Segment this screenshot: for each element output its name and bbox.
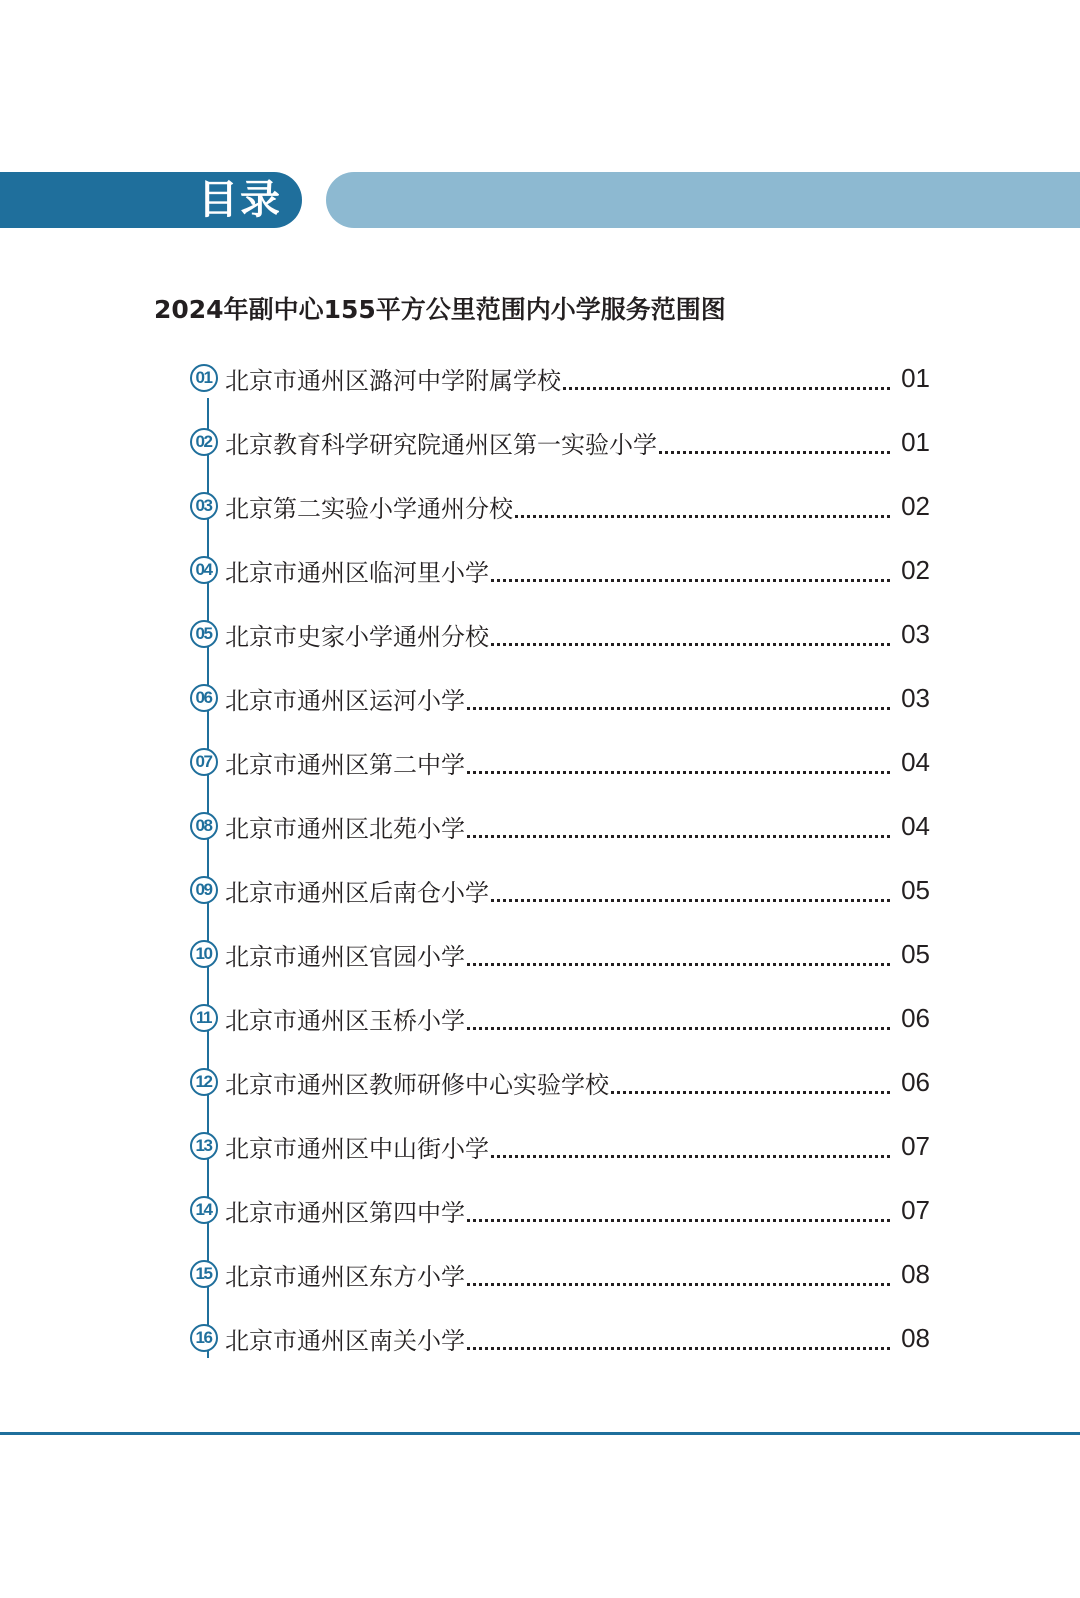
- leader-dots: [491, 875, 890, 902]
- toc-item[interactable]: [190, 1058, 930, 1106]
- toc-item[interactable]: [190, 546, 930, 594]
- toc-item-title: 北京市通州区第四中学: [225, 1198, 465, 1227]
- toc-item-title: 北京市通州区北苑小学: [225, 814, 465, 843]
- toc-item-title: 北京市通州区临河里小学: [225, 558, 489, 587]
- leader-dots: [467, 1003, 890, 1030]
- leader-dots: [491, 1131, 890, 1158]
- toc-item-title: 北京市通州区运河小学: [225, 686, 465, 715]
- toc-item-page: 03: [901, 682, 930, 713]
- toc-item[interactable]: [190, 610, 930, 658]
- leader-dots: [515, 491, 890, 518]
- toc-item-page: 04: [901, 810, 930, 841]
- leader-dots: [563, 363, 890, 390]
- toc-item[interactable]: [190, 482, 930, 530]
- toc-item-page: 03: [901, 618, 930, 649]
- number-badge: 16: [190, 1324, 218, 1352]
- toc-item-page: 02: [901, 490, 930, 521]
- number-badge: 07: [190, 748, 218, 776]
- leader-dots: [491, 555, 890, 582]
- number-badge: 02: [190, 428, 218, 456]
- toc-item-page: 01: [901, 362, 930, 393]
- toc-item-page: 05: [901, 874, 930, 905]
- leader-dots: [467, 1195, 890, 1222]
- toc-item-title: 北京第二实验小学通州分校: [225, 494, 513, 523]
- number-badge: 09: [190, 876, 218, 904]
- toc-item-title: 北京市通州区东方小学: [225, 1262, 465, 1291]
- number-badge: 11: [190, 1004, 218, 1032]
- leader-dots: [467, 811, 890, 838]
- toc-item-page: 04: [901, 746, 930, 777]
- toc-item-page: 08: [901, 1322, 930, 1353]
- toc-item[interactable]: [190, 930, 930, 978]
- toc-item-page: 05: [901, 938, 930, 969]
- leader-dots: [467, 747, 890, 774]
- number-badge: 06: [190, 684, 218, 712]
- number-badge: 13: [190, 1132, 218, 1160]
- toc-item-title: 北京市通州区玉桥小学: [225, 1006, 465, 1035]
- toc-item[interactable]: [190, 1186, 930, 1234]
- number-badge: 12: [190, 1068, 218, 1096]
- number-badge: 01: [190, 364, 218, 392]
- number-badge: 14: [190, 1196, 218, 1224]
- toc-item[interactable]: [190, 1314, 930, 1362]
- toc-item-title: 北京市通州区第二中学: [225, 750, 465, 779]
- toc-item-title: 北京市通州区中山街小学: [225, 1134, 489, 1163]
- toc-item[interactable]: [190, 418, 930, 466]
- toc-item-title: 北京市通州区潞河中学附属学校: [225, 366, 561, 395]
- toc-item-title: 北京市通州区南关小学: [225, 1326, 465, 1355]
- leader-dots: [467, 1259, 890, 1286]
- toc-item-page: 06: [901, 1002, 930, 1033]
- toc-subtitle: 2024年副中心155平方公里范围内小学服务范围图: [154, 295, 726, 324]
- header-bar-right: [326, 172, 1080, 228]
- toc-item[interactable]: [190, 802, 930, 850]
- number-badge: 08: [190, 812, 218, 840]
- number-badge: 15: [190, 1260, 218, 1288]
- toc-item[interactable]: [190, 354, 930, 402]
- toc-item-title: 北京市通州区后南仓小学: [225, 878, 489, 907]
- toc-item-title: 北京教育科学研究院通州区第一实验小学: [225, 430, 657, 459]
- page-title: 目录: [198, 177, 282, 223]
- number-badge: 05: [190, 620, 218, 648]
- toc-item-page: 07: [901, 1194, 930, 1225]
- leader-dots: [467, 683, 890, 710]
- toc-item-page: 07: [901, 1130, 930, 1161]
- footer-rule: [0, 1432, 1080, 1435]
- toc-item[interactable]: [190, 866, 930, 914]
- number-badge: 10: [190, 940, 218, 968]
- leader-dots: [659, 427, 890, 454]
- toc-item-title: 北京市通州区官园小学: [225, 942, 465, 971]
- toc-item[interactable]: [190, 1122, 930, 1170]
- toc-item-page: 08: [901, 1258, 930, 1289]
- toc-item[interactable]: [190, 738, 930, 786]
- number-badge: 04: [190, 556, 218, 584]
- toc-item-page: 06: [901, 1066, 930, 1097]
- toc-item[interactable]: [190, 1250, 930, 1298]
- toc-item-page: 02: [901, 554, 930, 585]
- toc-item-page: 01: [901, 426, 930, 457]
- leader-dots: [467, 1323, 890, 1350]
- toc-item-title: 北京市通州区教师研修中心实验学校: [225, 1070, 609, 1099]
- number-badge: 03: [190, 492, 218, 520]
- leader-dots: [467, 939, 890, 966]
- leader-dots: [491, 619, 890, 646]
- toc-item[interactable]: [190, 994, 930, 1042]
- toc-item[interactable]: [190, 674, 930, 722]
- leader-dots: [611, 1067, 890, 1094]
- toc-item-title: 北京市史家小学通州分校: [225, 622, 489, 651]
